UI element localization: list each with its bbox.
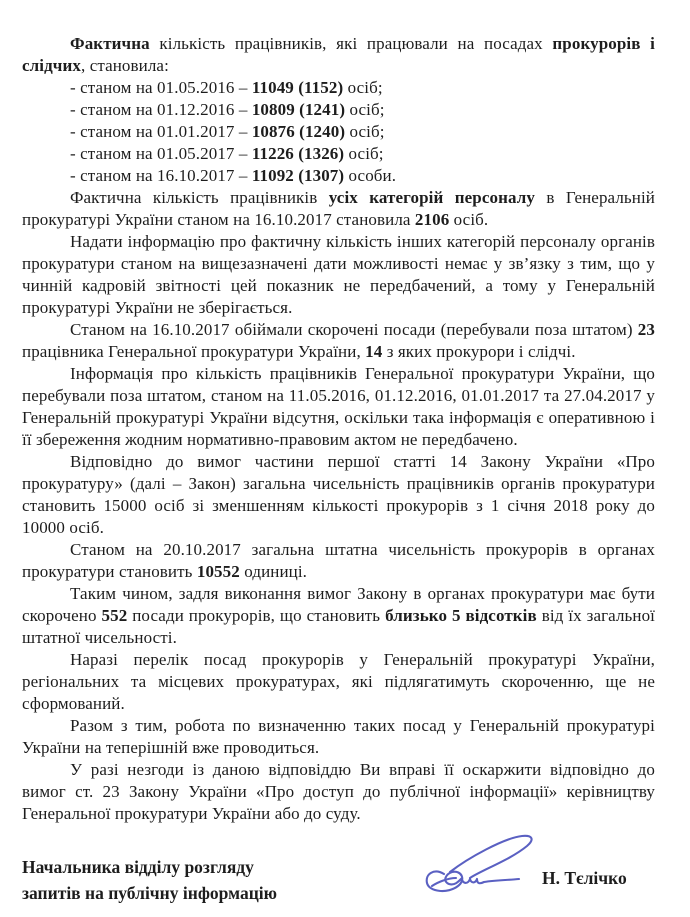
paragraph — [22, 33, 655, 77]
text-run: Інформація про кількість працівників Генеральної прокуратури України, що перебували поза штатом, станом на 11.05.2016, 01.12.2016, 01.01.2017 та 27.04.2017 у Генеральній прокуратурі України відсутня, оскільки така інформація є оперативною і її збереження жодним нормативно-правовим актом не передбачено. — [22, 364, 655, 449]
text-run: Разом з тим, робота по визначенню таких посад у Генеральній прокуратурі України на теперішній вже проводиться. — [22, 716, 655, 757]
handwritten-signature-ink — [422, 834, 547, 898]
text-run: в Генеральній прокуратурі України станом на 16.10.2017 становила — [22, 188, 655, 229]
signer-title-line1: Начальника відділу розгляду — [22, 857, 254, 877]
text-run-bold: 10552 — [196, 562, 240, 581]
text-run-bold: усіх категорій персоналу — [328, 188, 535, 207]
list-item — [22, 165, 655, 187]
text-run: осіб; — [345, 122, 385, 141]
text-run: з яких прокурори і слідчі. — [382, 342, 576, 361]
paragraph — [22, 715, 655, 759]
text-run-bold: 14 — [365, 342, 383, 361]
text-run: Станом на 20.10.2017 загальна штатна чисельність прокурорів в органах прокуратури становить — [22, 540, 655, 581]
text-run: осіб; — [343, 78, 383, 97]
text-run: - станом на 01.05.2016 – — [70, 78, 252, 97]
text-run: - станом на 01.12.2016 – — [70, 100, 252, 119]
text-run: Станом на 16.10.2017 обіймали скорочені посади (перебували поза штатом) — [70, 320, 638, 339]
text-run-bold: 10876 (1240) — [251, 122, 346, 141]
list-item — [22, 77, 655, 99]
text-run: осіб; — [345, 100, 385, 119]
paragraph — [22, 759, 655, 825]
text-run: особи. — [344, 166, 397, 185]
text-run-bold: прокурорів і слідчих — [22, 34, 655, 75]
paragraph — [22, 231, 655, 319]
signer-name: Н. Тєлічко — [542, 868, 627, 888]
text-run: У разі незгоди із даною відповіддю Ви вправі її оскаржити відповідно до вимог ст. 23 Закону України «Про доступ до публічної інформації» керівництву Генеральної прокуратури України або до суду. — [22, 760, 655, 823]
list-item — [22, 99, 655, 121]
paragraph — [22, 187, 655, 231]
text-run: - станом на 01.01.2017 – — [70, 122, 252, 141]
paragraph — [22, 649, 655, 715]
text-run: працівника Генеральної прокуратури України, — [22, 342, 366, 361]
text-run: Відповідно до вимог частини першої статті 14 Закону України «Про прокуратуру» (далі – Закон) загальна чисельність працівників органів прокуратури становить 15000 осіб зі зменшенням кількості прокурорів з 1 січня 2018 року до 10000 осіб. — [22, 452, 655, 537]
paragraph — [22, 319, 655, 363]
text-run: одиниці. — [239, 562, 308, 581]
signer-title-line2: запитів на публічну інформацію — [22, 883, 278, 903]
text-run-bold: 552 — [101, 606, 128, 625]
paragraph — [22, 451, 655, 539]
text-run: кількість працівників, які працювали на посадах — [149, 34, 553, 53]
text-run: посади прокурорів, що становить — [127, 606, 386, 625]
text-run: Надати інформацію про фактичну кількість інших категорій персоналу органів прокуратури станом на вищезазначені дати можливості немає у зв’язку з тим, що у чинній кадровій звітності цей показник не передбачений, а тому у Генеральній прокуратурі України не зберігається. — [22, 232, 655, 317]
text-run-bold: 2106 — [414, 210, 450, 229]
text-run: - станом на 01.05.2017 – — [70, 144, 252, 163]
text-run: - станом на 16.10.2017 – — [70, 166, 252, 185]
text-run-bold: 11226 (1326) — [251, 144, 345, 163]
text-run: осіб. — [449, 210, 489, 229]
text-run-bold: 23 — [637, 320, 655, 339]
text-run-bold: Фактична — [70, 34, 150, 53]
paragraph — [22, 583, 655, 649]
text-run: Наразі перелік посад прокурорів у Генеральній прокуратурі України, регіональних та місцевих прокуратурах, які підлягатимуть скороченню, ще не сформований. — [22, 650, 655, 713]
text-run-bold: 11049 (1152) — [251, 78, 344, 97]
text-run-bold: 10809 (1241) — [251, 100, 346, 119]
text-run: Фактична кількість працівників — [70, 188, 329, 207]
text-run: , становила: — [81, 56, 169, 75]
list-item — [22, 143, 655, 165]
text-run: Таким чином, задля виконання вимог Закону в органах прокуратури має бути скорочено — [22, 584, 655, 625]
text-run: від їх загальної штатної чисельності. — [22, 606, 656, 647]
document-body — [22, 33, 655, 825]
text-run-bold: близько 5 відсотків — [385, 606, 537, 625]
signature-block — [22, 840, 655, 910]
text-run-bold: 11092 (1307) — [251, 166, 345, 185]
text-run: осіб; — [344, 144, 384, 163]
signer-title — [22, 854, 277, 906]
list-item — [22, 121, 655, 143]
paragraph — [22, 539, 655, 583]
paragraph — [22, 363, 655, 451]
